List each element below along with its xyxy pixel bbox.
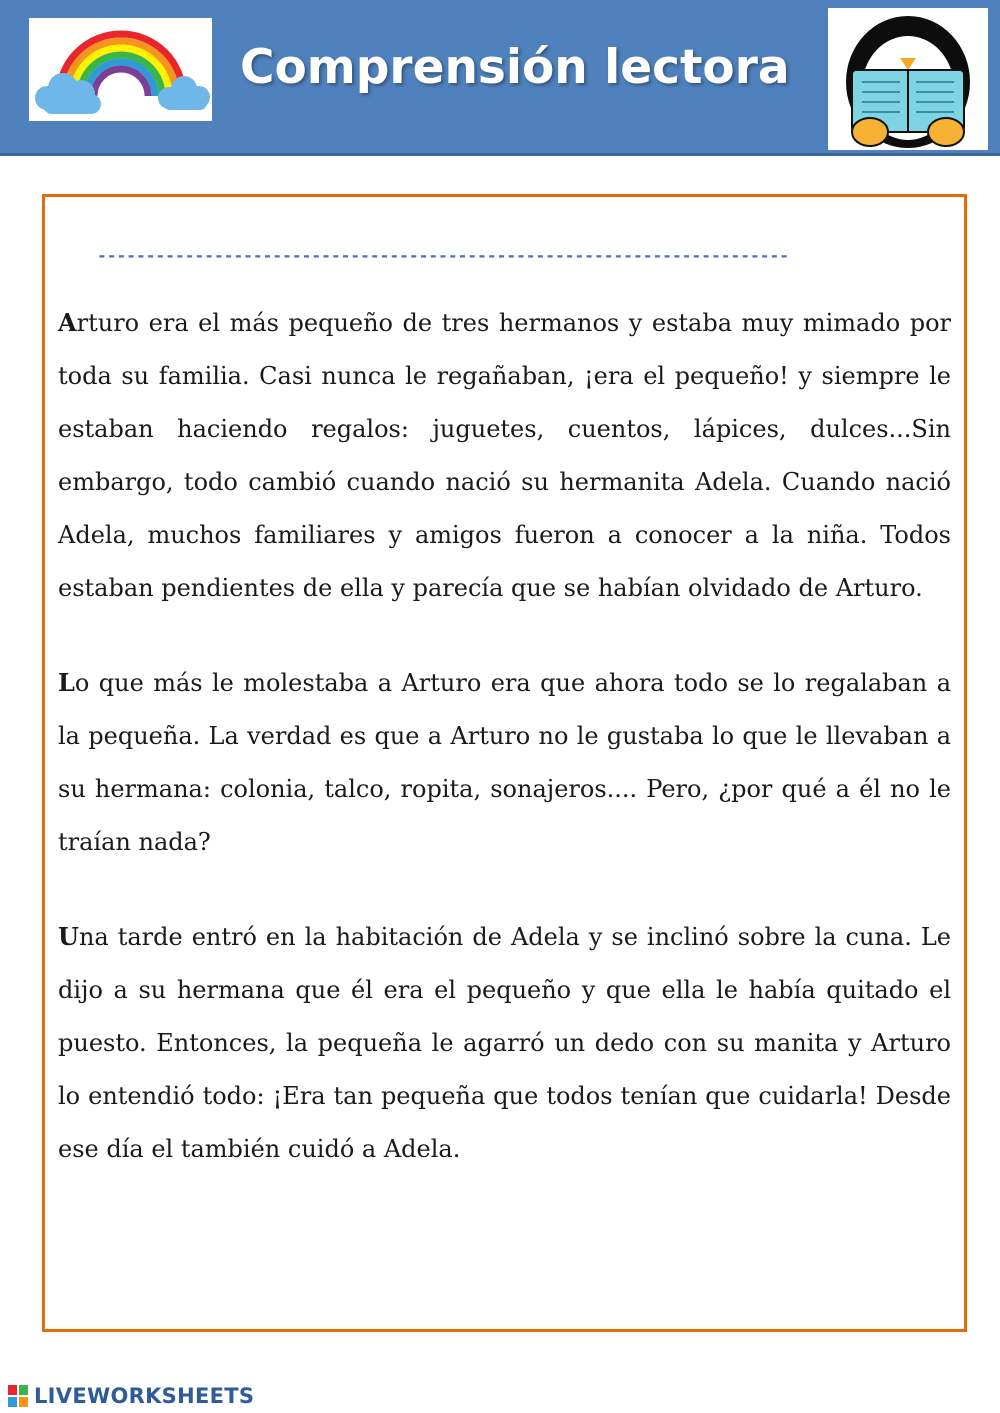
penguin-reading-image — [828, 8, 988, 150]
paragraph-text: o que más le molestaba a Arturo era que ahora todo se lo regalaban a la pequeña. La verdad es que a Arturo no le gustaba lo que le llevaban a su hermana: colonia, talco, ropita, sonajeros.... Pero, ¿por qué a él no le traían nada? — [58, 669, 951, 856]
story-text — [58, 296, 951, 1217]
liveworksheets-logo-icon — [8, 1385, 28, 1407]
paragraph-1 — [58, 296, 951, 615]
page-title: Comprensión lectora — [240, 40, 790, 95]
footer-brand-text[interactable]: LIVEWORKSHEETS — [34, 1384, 255, 1408]
penguin-reading-icon — [828, 8, 988, 150]
title-blank-line: ----------------------------------------------------------------------- — [97, 246, 789, 265]
drop-initial: U — [58, 922, 79, 951]
header-banner — [0, 0, 1000, 156]
rainbow-icon — [29, 18, 212, 121]
paragraph-3 — [58, 910, 951, 1176]
drop-initial: A — [58, 308, 77, 337]
rainbow-image — [29, 18, 212, 121]
drop-initial: L — [58, 668, 75, 697]
paragraph-text: na tarde entró en la habitación de Adela y se inclinó sobre la cuna. Le dijo a su hermana que él era el pequeño y que ella le había quitado el puesto. Entonces, la pequeña le agarró un dedo con su manita y Arturo lo entendió todo: ¡Era tan pequeña que todos tenían que cuidarla! Desde ese día el también cuidó a Adela. — [58, 923, 951, 1163]
paragraph-2 — [58, 656, 951, 869]
paragraph-text: rturo era el más pequeño de tres hermanos y estaba muy mimado por toda su familia. Casi nunca le regañaban, ¡era el pequeño! y siempre le estaban haciendo regalos: juguetes, cuentos, lápices, dulces...Sin embargo, todo cambió cuando nació su hermanita Adela. Cuando nació Adela, muchos familiares y amigos fueron a conocer a la niña. Todos estaban pendientes de ella y parecía que se habían olvidado de Arturo. — [58, 309, 951, 602]
footer-brand — [8, 1383, 254, 1409]
